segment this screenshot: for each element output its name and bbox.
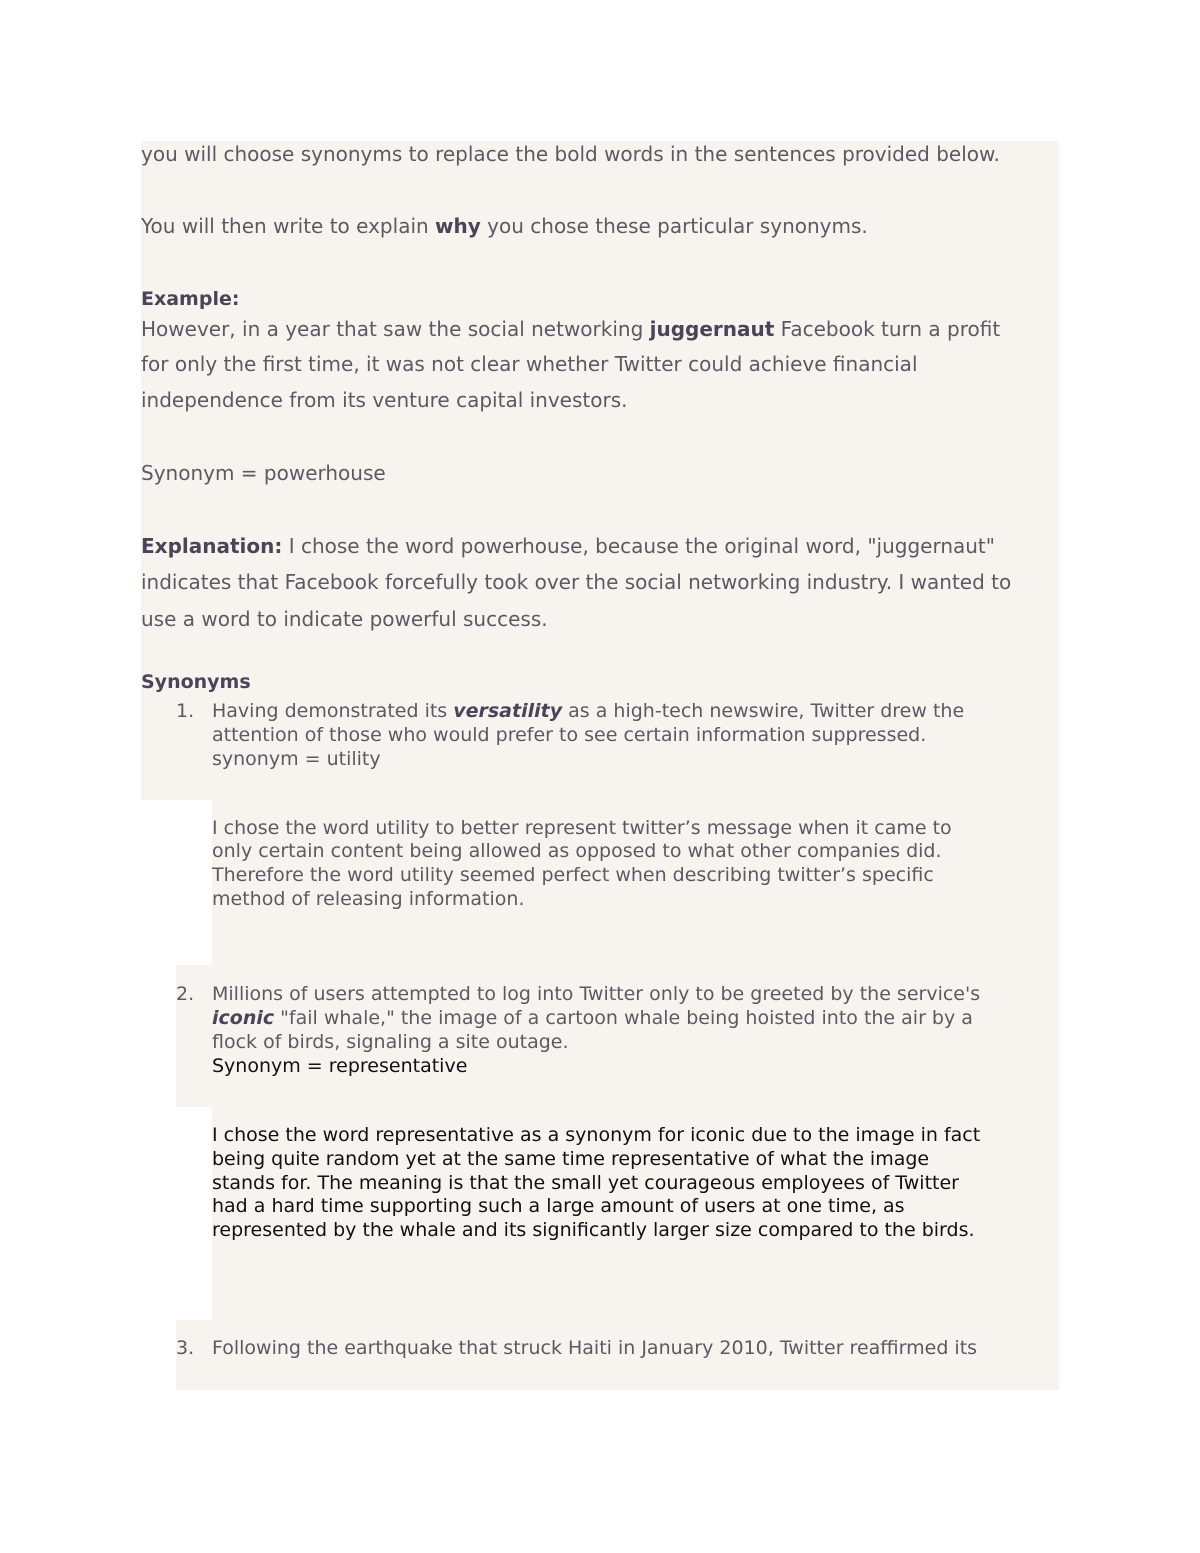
item-2-explanation-line-2: being quite random yet at the same time representative of what the image <box>212 1148 930 1170</box>
item-1-sentence-line-1 <box>212 702 964 721</box>
item-2-sentence-line-3: flock of birds, signaling a site outage. <box>212 1031 569 1053</box>
explanation-line-3: use a word to indicate powerful success. <box>141 607 548 631</box>
item-2-explanation-line-1: I chose the word representative as a synonym for iconic due to the image in fact <box>212 1124 981 1146</box>
intro-line-1: you will choose synonyms to replace the bold words in the sentences provided below. <box>141 142 1000 166</box>
item-1-explanation-line-2: only certain content being allowed as opposed to what other companies did. <box>212 840 942 862</box>
item-3-number: 3. <box>176 1337 195 1359</box>
explanation-line-2: indicates that Facebook forcefully took over the social networking industry. I wanted to <box>141 570 1012 594</box>
intro-line-2-before: You will then write to explain <box>141 214 436 238</box>
synonyms-heading: Synonyms <box>141 671 251 693</box>
example-paragraph-line-2: for only the first time, it was not clear whether Twitter could achieve financial <box>141 352 918 376</box>
item-1-number: 1. <box>176 700 195 722</box>
item-1-s1-before: Having demonstrated its <box>212 700 454 722</box>
example-paragraph-line-3: independence from its venture capital investors. <box>141 388 628 412</box>
example-juggernaut-bold: juggernaut <box>649 317 775 341</box>
item-2-sentence-line-1: Millions of users attempted to log into Twitter only to be greeted by the service's <box>212 983 981 1005</box>
item-2-iconic-bold: iconic <box>212 1007 275 1029</box>
intro-why-bold: why <box>435 214 481 238</box>
item-2-s2-after: "fail whale," the image of a cartoon whale being hoisted into the air by a <box>274 1007 973 1029</box>
item-3-sentence-line-1: Following the earthquake that struck Haiti in January 2010, Twitter reaffirmed its <box>212 1337 978 1359</box>
item-1-versatility-bold: versatility <box>453 700 563 722</box>
item-2-explanation-line-4: had a hard time supporting such a large amount of users at one time, as <box>212 1195 905 1217</box>
explanation-label: Explanation: <box>141 534 283 558</box>
item-1-explanation-line-4: method of releasing information. <box>212 888 525 910</box>
example-heading: Example: <box>141 288 240 310</box>
explanation-text-1: I chose the word powerhouse, because the original word, "juggernaut" <box>282 534 995 558</box>
example-synonym: Synonym = powerhouse <box>141 461 386 485</box>
item-2-sentence-line-2 <box>212 1009 973 1028</box>
item-1-explanation-line-1: I chose the word utility to better represent twitter’s message when it came to <box>212 817 952 839</box>
item-2-synonym: Synonym = representative <box>212 1055 468 1077</box>
item-2-number: 2. <box>176 983 195 1005</box>
explanation-line-1 <box>141 536 995 556</box>
item-1-explanation-line-3: Therefore the word utility seemed perfect when describing twitter’s specific <box>212 864 934 886</box>
item-2-explanation-line-5: represented by the whale and its significantly larger size compared to the birds. <box>212 1219 975 1241</box>
intro-line-2 <box>141 216 868 236</box>
item-1-synonym: synonym = utility <box>212 748 381 770</box>
example-p1-after: Facebook turn a profit <box>774 317 1001 341</box>
intro-line-2-after: you chose these particular synonyms. <box>480 214 868 238</box>
example-p1-before: However, in a year that saw the social networking <box>141 317 650 341</box>
item-1-sentence-line-2: attention of those who would prefer to see certain information suppressed. <box>212 724 927 746</box>
item-1-s1-after: as a high-tech newswire, Twitter drew the <box>562 700 965 722</box>
example-paragraph-line-1 <box>141 319 1000 339</box>
item-2-explanation-line-3: stands for. The meaning is that the small yet courageous employees of Twitter <box>212 1172 959 1194</box>
